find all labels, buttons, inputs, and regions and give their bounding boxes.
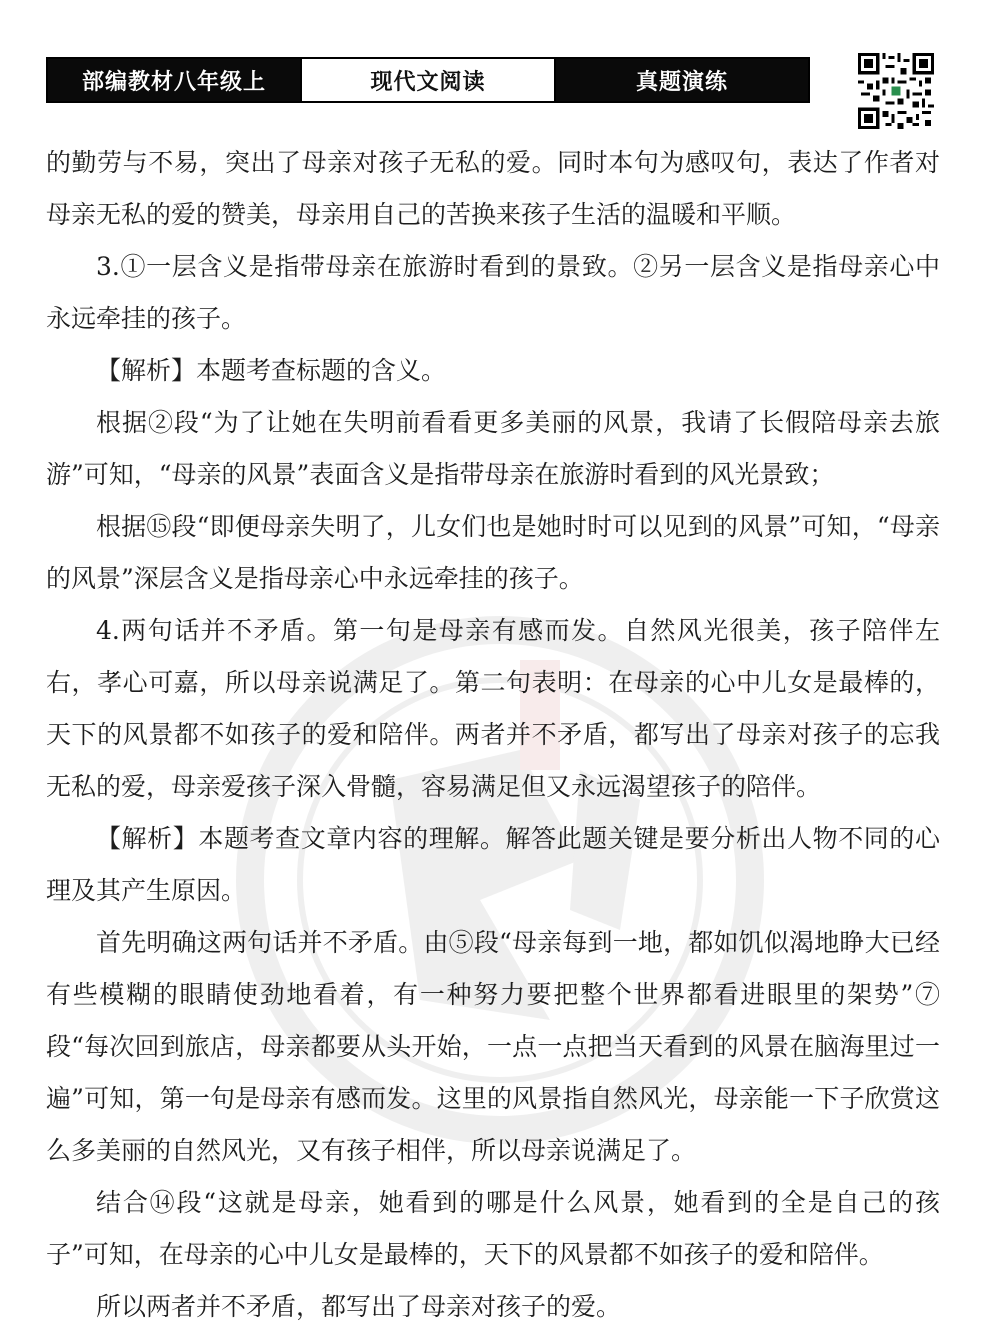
header-bar bbox=[46, 57, 810, 103]
answer-item: 3.①一层含义是指带母亲在旅游时看到的景致。②另一层含义是指母亲心中永远牵挂的孩子。 bbox=[46, 252, 940, 333]
paragraph: 结合⑭段“这就是母亲，她看到的哪是什么风景，她看到的全是自己的孩子”可知，在母亲的心中儿女是最棒的，天下的风景都不如孩子的爱和陪伴。 bbox=[46, 1188, 940, 1269]
paragraph: 首先明确这两句话并不矛盾。由⑤段“母亲每到一地，都如饥似渴地睁大已经有些模糊的眼睛使劲地看着，有一种努力要把整个世界都看进眼里的架势”⑦段“每次回到旅店，母亲都要从头开始，一点一点把当天看到的风景在脑海里过一遍”可知，第一句是母亲有感而发。这里的风景指自然风光，母亲能一下子欣赏这么多美丽的自然风光，又有孩子相伴，所以母亲说满足了。 bbox=[46, 928, 940, 1165]
paragraph: 根据⑮段“即便母亲失明了，儿女们也是她时时可以见到的风景”可知，“母亲的风景”深层含义是指母亲心中永远牵挂的孩子。 bbox=[46, 512, 940, 593]
qr-code-icon bbox=[858, 53, 934, 129]
header-grade-label: 部编教材八年级上 bbox=[48, 59, 300, 101]
answer-text bbox=[46, 137, 940, 1333]
paragraph: 的勤劳与不易，突出了母亲对孩子无私的爱。同时本句为感叹句，表达了作者对母亲无私的爱的赞美，母亲用自己的苦换来孩子生活的温暖和平顺。 bbox=[46, 148, 940, 229]
header-subject-label: 现代文阅读 bbox=[300, 59, 556, 101]
analysis-paragraph: 【解析】本题考查文章内容的理解。解答此题关键是要分析出人物不同的心理及其产生原因。 bbox=[46, 824, 940, 905]
paragraph: 根据②段“为了让她在失明前看看更多美丽的风景，我请了长假陪母亲去旅游”可知，“母亲的风景”表面含义是指带母亲在旅游时看到的风光景致； bbox=[46, 408, 940, 489]
answer-item: 4.两句话并不矛盾。第一句是母亲有感而发。自然风光很美，孩子陪伴左右，孝心可嘉，所以母亲说满足了。第二句表明：在母亲的心中儿女是最棒的，天下的风景都不如孩子的爱和陪伴。两者并不矛盾，都写出了母亲对孩子的忘我无私的爱，母亲爱孩子深入骨髓，容易满足但又永远渴望孩子的陪伴。 bbox=[46, 616, 940, 801]
paragraph: 所以两者并不矛盾，都写出了母亲对孩子的爱。 bbox=[96, 1292, 622, 1321]
header-section-label: 真题演练 bbox=[556, 59, 808, 101]
analysis-paragraph: 【解析】本题考查标题的含义。 bbox=[96, 356, 447, 385]
